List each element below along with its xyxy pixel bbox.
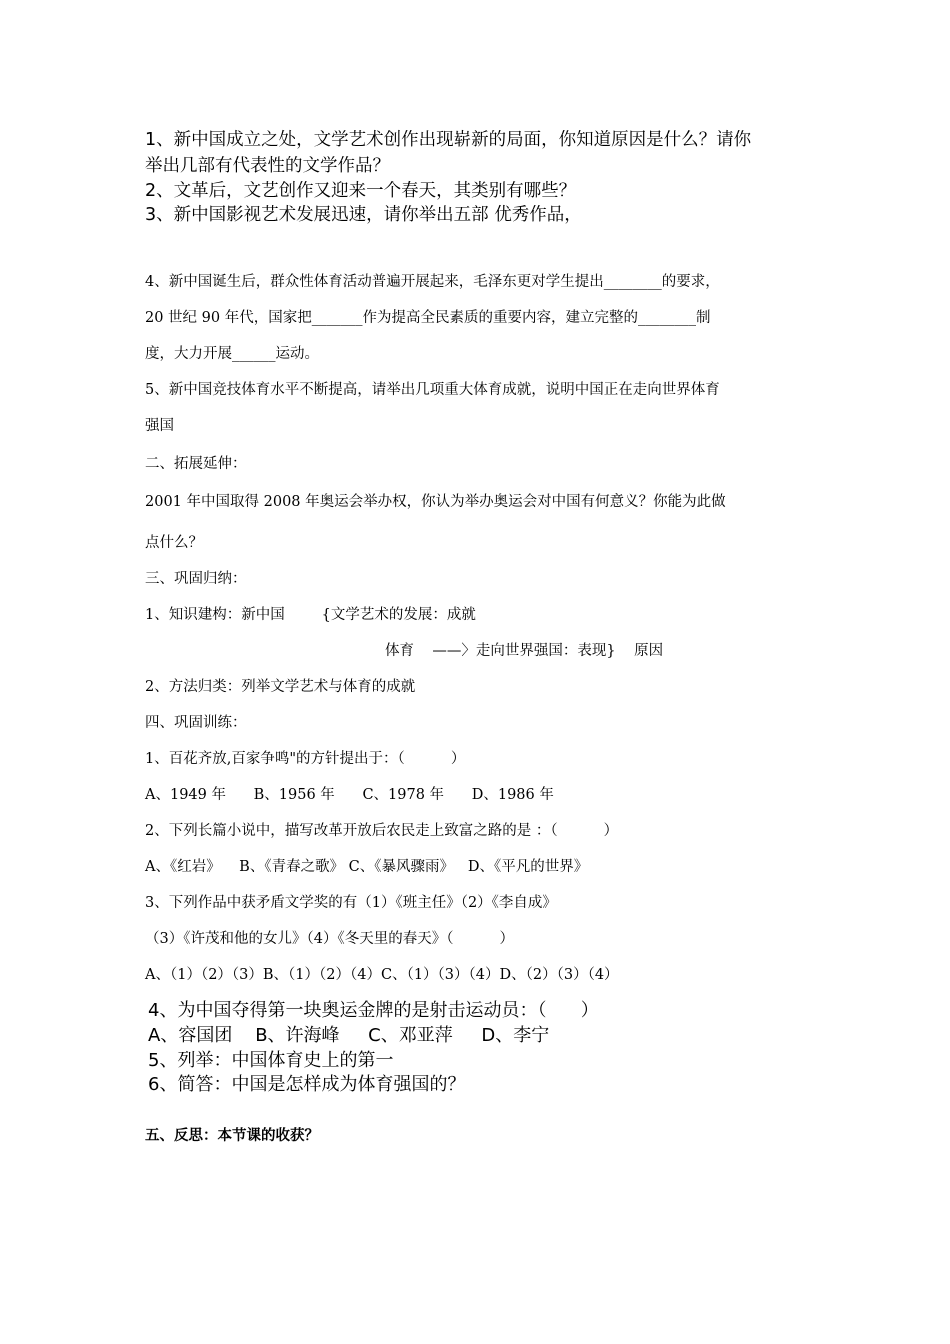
knowledge-structure-line-2: 体育 ——〉走向世界强国：表现} 原因 [385,643,664,659]
exercise-6: 6、简答：中国是怎样成为体育强国的？ [148,1074,466,1095]
exercise-4-options: A、容国团 B、许海峰 C、邓亚萍 D、李宁 [148,1025,550,1046]
question-2: 2、文革后，文艺创作又迎来一个春天，其类别有哪些？ [145,181,577,201]
exercise-3-question-line-1: 3、下列作品中获矛盾文学奖的有（1）《班主任》（2）《李自成》 [145,895,557,911]
exercise-5: 5、列举：中国体育史上的第一 [148,1050,394,1071]
section-2-line-2: 点什么？ [145,535,203,551]
exercise-3-question-line-2: （3）《许茂和他的女儿》（4）《冬天里的春天》（ ） [145,931,515,947]
question-3: 3、新中国影视艺术发展迅速，请你举出五部 优秀作品， [145,205,582,225]
section-2-line-1: 2001 年中国取得 2008 年奥运会举办权，你认为举办奥运会对中国有何意义？你能为此做 [145,494,726,510]
question-5-line-1: 5、新中国竞技体育水平不断提高，请举出几项重大体育成就，说明中国正在走向世界体育 [145,382,720,398]
section-2-heading: 二、拓展延伸： [145,456,247,472]
question-5-line-2: 强国 [145,418,174,434]
question-1-line-1: 1、新中国成立之处，文学艺术创作出现崭新的局面，你知道原因是什么？请你 [145,130,752,150]
question-4-line-1: 4、新中国诞生后，群众性体育活动普遍开展起来，毛泽东更对学生提出________的要求， [145,274,720,290]
section-3-heading: 三、巩固归纳： [145,571,247,587]
knowledge-structure-line-1: 1、知识建构：新中国 {文学艺术的发展：成就 [145,607,476,623]
exercise-3-options: A、（1）（2）（3）B、（1）（2）（4）C、（1）（3）（4）D、（2）（3）（4） [145,967,619,983]
question-1-line-2: 举出几部有代表性的文学作品？ [145,156,390,176]
section-5-heading: 五、反思：本节课的收获？ [145,1128,319,1144]
exercise-4-question: 4、为中国夺得第一块奥运金牌的是射击运动员：（ ） [148,1000,599,1021]
section-4-heading: 四、巩固训练： [145,715,247,731]
question-4-line-2: 20 世纪 90 年代，国家把_______作为提高全民素质的重要内容，建立完整的________制 [145,310,711,326]
exercise-2-options: A、《红岩》 B、《青春之歌》 C、《暴风骤雨》 D、《平凡的世界》 [145,859,589,875]
exercise-2-question: 2、下列长篇小说中，描写改革开放后农民走上致富之路的是 ：（ ） [145,823,619,839]
exercise-1-question: 1、百花齐放,百家争鸣"的方针提出于：（ ） [145,751,466,767]
exercise-1-options: A、1949 年 B、1956 年 C、1978 年 D、1986 年 [145,787,554,803]
question-4-line-3: 度，大力开展______运动。 [145,346,319,362]
method-summary: 2、方法归类：列举文学艺术与体育的成就 [145,679,416,695]
